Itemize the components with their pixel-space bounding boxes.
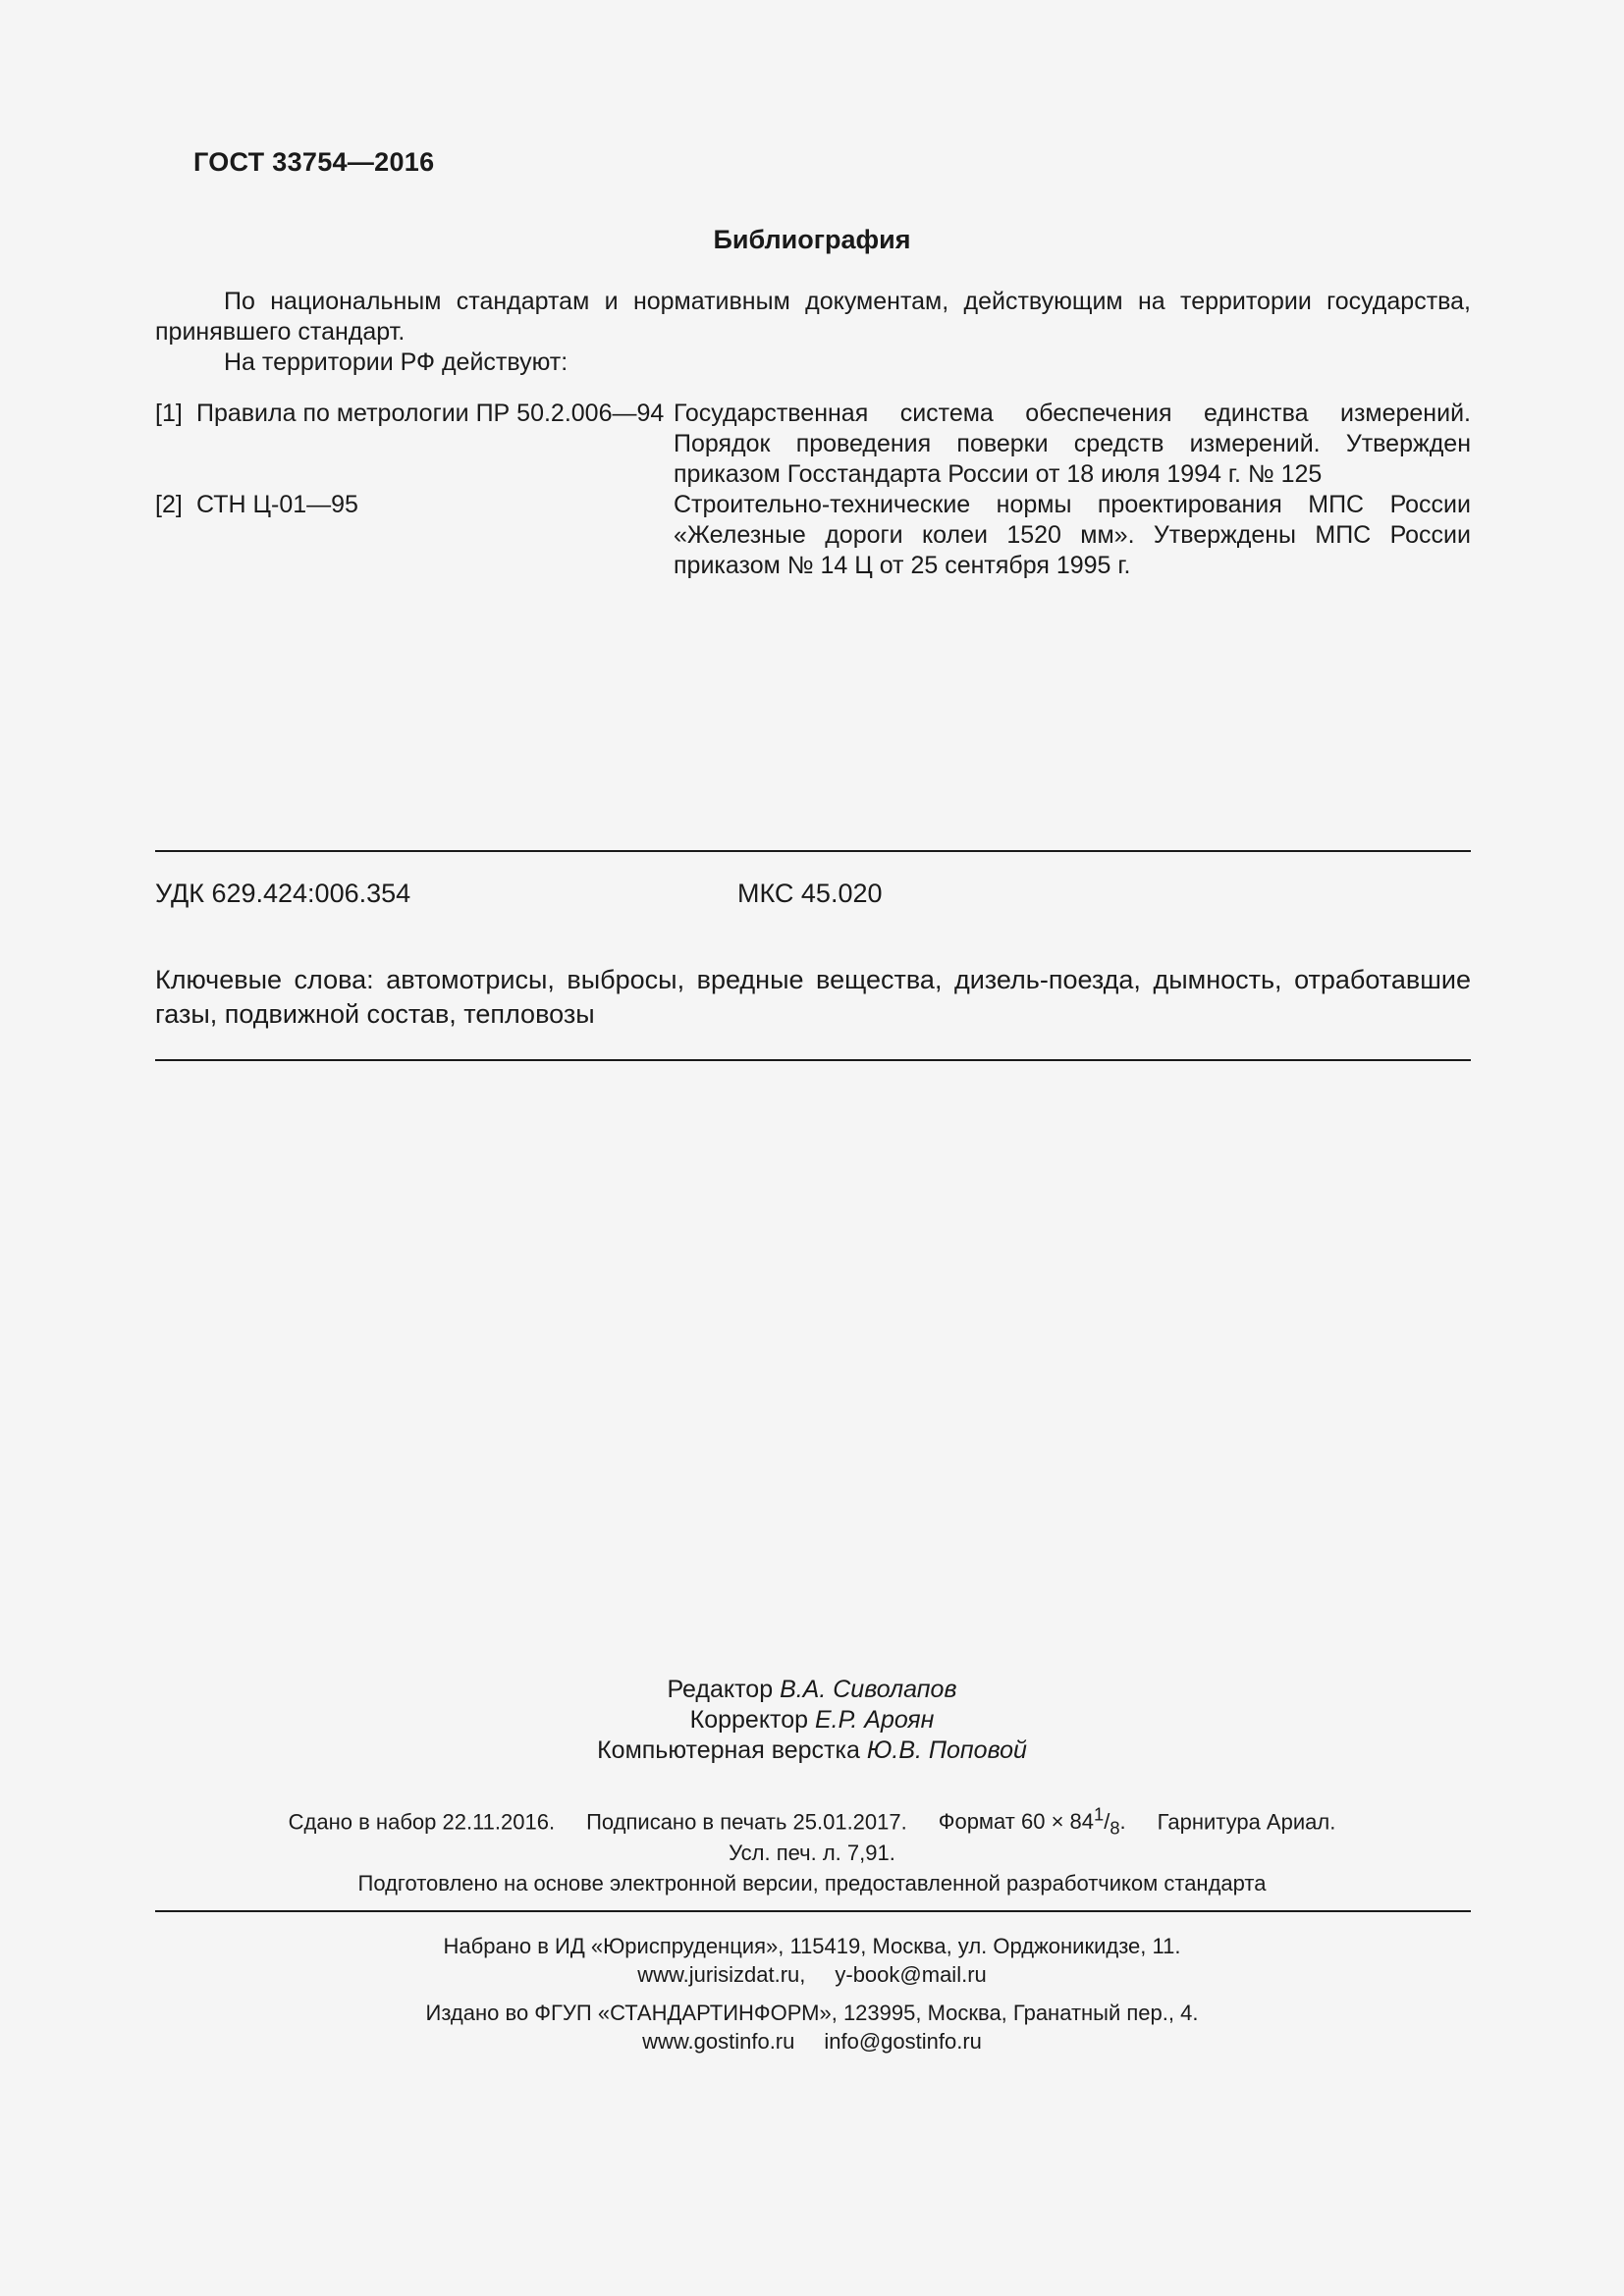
layout-name: Ю.В. Поповой: [866, 1736, 1027, 1764]
section-title: Библиография: [713, 225, 911, 254]
keywords: Ключевые слова: автомотрисы, выбросы, вредные вещества, дизель-поезда, дымность, отработавшие газы, подвижной состав, тепловозы: [155, 965, 1471, 1029]
signed-date: Подписано в печать 25.01.2017.: [586, 1809, 907, 1835]
credits: [0, 1675, 1624, 1766]
publisher-line: Издано во ФГУП «СТАНДАРТИНФОРМ», 123995, Москва, Гранатный пер., 4.: [425, 2001, 1199, 2025]
typeface: Гарнитура Ариал.: [1157, 1809, 1336, 1835]
format-denominator: 8: [1110, 1817, 1120, 1839]
entry-number: [2]: [155, 491, 183, 518]
entry-number: [1]: [155, 400, 183, 427]
entry-description: Государственная система обеспечения единства измерений. Порядок проведения поверки средств измерений. Утвержден приказом Госстандарта России от 18 июля 1994 г. № 125: [674, 400, 1471, 488]
publisher-website: www.gostinfo.ru: [642, 2029, 795, 2054]
format-slash: /: [1104, 1809, 1110, 1835]
format-numerator: 1: [1094, 1804, 1105, 1825]
typeset-contacts: [0, 1960, 1624, 1989]
entry-name: СТН Ц-01—95: [196, 491, 358, 518]
bibliography-list: [155, 399, 1471, 581]
divider-keywords: [155, 1059, 1471, 1061]
print-info: [0, 1802, 1624, 1865]
submitted-date: Сдано в набор 22.11.2016.: [288, 1809, 556, 1835]
typeset-info: [0, 1932, 1624, 1989]
intro-paragraph: По национальным стандартам и нормативным документам, действующим на территории государства, принявшего стандарт.: [155, 288, 1471, 346]
editor-label: Редактор: [667, 1676, 774, 1703]
divider-top: [155, 850, 1471, 852]
entry-description: Строительно-технические нормы проектирования МПС России «Железные дороги колеи 1520 мм». Утверждены МПС России приказом № 14 Ц от 25 сентября 1995 г.: [674, 491, 1471, 579]
bibliography-entry: [155, 490, 1471, 581]
document-code: ГОСТ 33754—2016: [193, 147, 435, 177]
layout-line: [0, 1735, 1624, 1766]
paper-format: [938, 1804, 1126, 1839]
sheets-count: Усл. печ. л. 7,91.: [729, 1840, 895, 1865]
publisher-info: [0, 1999, 1624, 2056]
bibliography-entry: [155, 399, 1471, 490]
editor-line: [0, 1675, 1624, 1705]
typeset-line: Набрано в ИД «Юриспруденция», 115419, Москва, ул. Орджоникидзе, 11.: [443, 1934, 1181, 1958]
bibliography-intro: [155, 287, 1471, 378]
corrector-name: Е.Р. Ароян: [814, 1706, 935, 1734]
entry-name: Правила по метрологии ПР 50.2.006—94: [196, 400, 665, 427]
divider-bottom: [155, 1910, 1471, 1912]
editor-name: В.А. Сиволапов: [780, 1676, 957, 1703]
mks-code: МКС 45.020: [737, 879, 883, 908]
udk-code: УДК 629.424:006.354: [155, 879, 411, 908]
format-prefix: Формат 60 × 84: [938, 1809, 1095, 1835]
corrector-line: [0, 1705, 1624, 1735]
intro-paragraph: На территории РФ действуют:: [224, 348, 568, 376]
prepared-note: Подготовлено на основе электронной версии, предоставленной разработчиком стандарта: [357, 1871, 1267, 1896]
layout-label: Компьютерная верстка: [597, 1736, 860, 1764]
typeset-website: www.jurisizdat.ru,: [637, 1962, 806, 1987]
corrector-label: Корректор: [689, 1706, 809, 1734]
format-end: .: [1119, 1809, 1126, 1835]
print-info-line: [0, 1802, 1624, 1841]
publisher-contacts: [0, 2027, 1624, 2056]
publisher-email: info@gostinfo.ru: [824, 2029, 982, 2054]
typeset-email: y-book@mail.ru: [835, 1962, 987, 1987]
